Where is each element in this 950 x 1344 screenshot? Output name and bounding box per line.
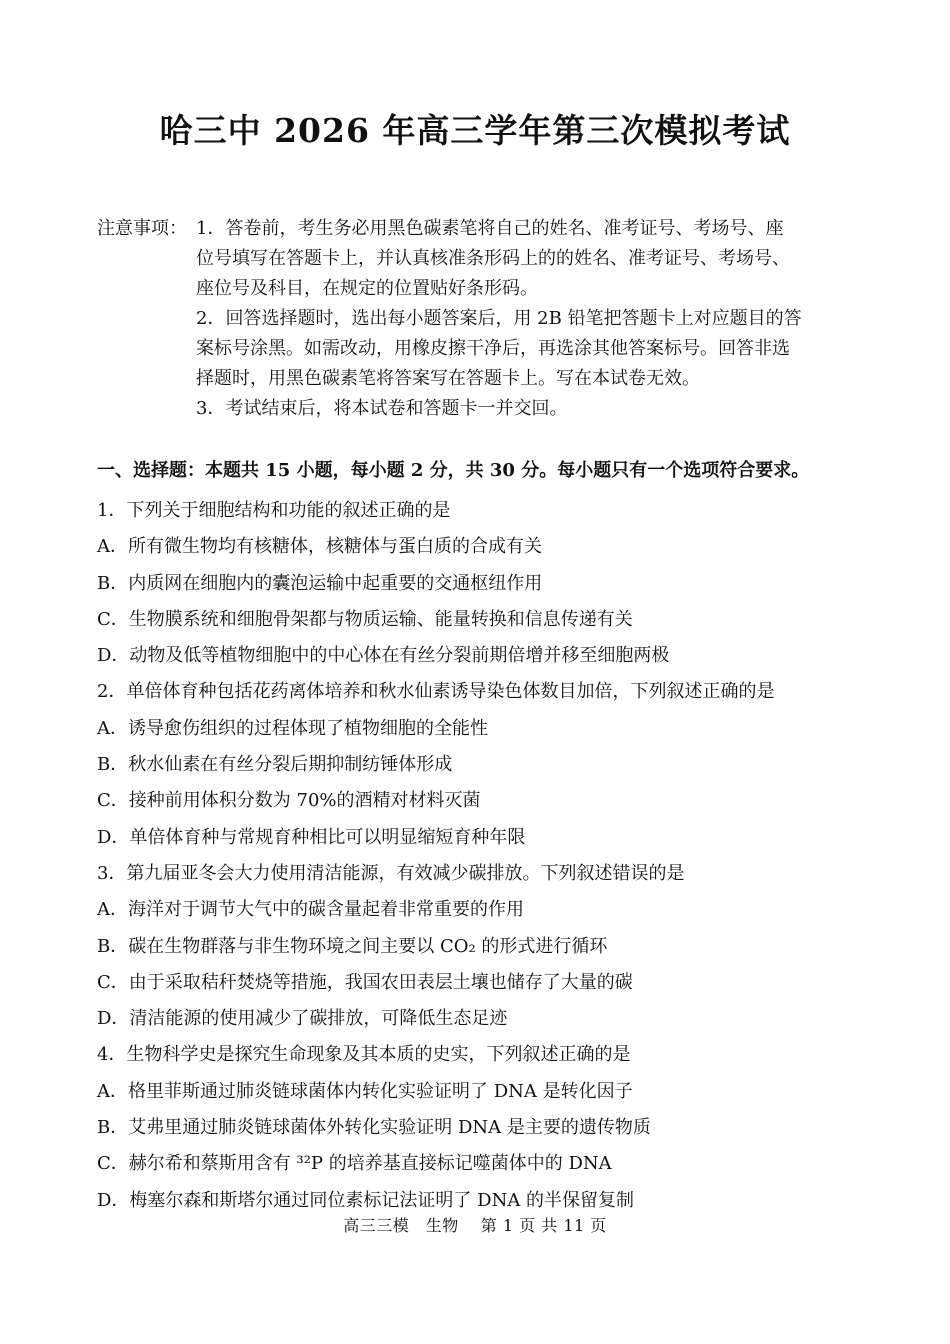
notice-line: 2．回答选择题时，选出每小题答案后，用 2B 铅笔把答题卡上对应题目的答 bbox=[196, 308, 802, 329]
option-line: A．格里菲斯通过肺炎链球菌体内转化实验证明了 DNA 是转化因子 bbox=[97, 1080, 633, 1102]
notice-label: 注意事项： bbox=[97, 218, 187, 239]
option-line: B．秋水仙素在有丝分裂后期抑制纺锤体形成 bbox=[97, 754, 453, 776]
question-stem: 1．下列关于细胞结构和功能的叙述正确的是 bbox=[97, 500, 451, 521]
notice-item bbox=[196, 304, 856, 394]
option-line: A．所有微生物均有核糖体，核糖体与蛋白质的合成有关 bbox=[97, 536, 542, 558]
section-header: 一、选择题：本题共 15 小题，每小题 2 分，共 30 分。每小题只有一个选项符合要求。 bbox=[97, 460, 810, 481]
question-stem: 3．第九届亚冬会大力使用清洁能源，有效减少碳排放。下列叙述错误的是 bbox=[97, 862, 685, 884]
notice-line: 案标号涂黑。如需改动，用橡皮擦干净后，再选涂其他答案标号。回答非选 bbox=[196, 338, 790, 359]
notice-line: 座位号及科目，在规定的位置贴好条形码。 bbox=[196, 278, 538, 299]
option-line: C．由于采取秸秆焚烧等措施，我国农田表层土壤也储存了大量的碳 bbox=[97, 971, 633, 993]
option-line: D．清洁能源的使用减少了碳排放，可降低生态足迹 bbox=[97, 1008, 508, 1030]
notice-line: 位号填写在答题卡上，并认真核准条形码上的的姓名、准考证号、考场号、 bbox=[196, 248, 790, 269]
option-line: B．艾弗里通过肺炎链球菌体外转化实验证明 DNA 是主要的遗传物质 bbox=[97, 1117, 651, 1139]
notice-line: 1．答卷前，考生务必用黑色碳素笔将自己的姓名、准考证号、考场号、座 bbox=[196, 218, 784, 239]
question-stem: 4．生物科学史是探究生命现象及其本质的史实，下列叙述正确的是 bbox=[97, 1044, 631, 1066]
option-line: A．海洋对于调节大气中的碳含量起着非常重要的作用 bbox=[97, 899, 524, 921]
notice-items bbox=[196, 214, 856, 424]
option-line: C．赫尔希和蔡斯用含有 ³²P 的培养基直接标记噬菌体中的 DNA bbox=[97, 1153, 612, 1175]
option-line: B．内质网在细胞内的囊泡运输中起重要的交通枢纽作用 bbox=[97, 572, 543, 594]
option-line: D．动物及低等植物细胞中的中心体在有丝分裂前期倍增并移至细胞两极 bbox=[97, 645, 670, 667]
exam-title: 哈三中 2026 年高三学年第三次模拟考试 bbox=[159, 111, 791, 150]
questions bbox=[97, 493, 857, 1219]
notice-line: 3．考试结束后，将本试卷和答题卡一并交回。 bbox=[196, 398, 568, 419]
page-footer: 高三三模 生物 第 1 页 共 11 页 bbox=[343, 1216, 607, 1235]
notice-item bbox=[196, 394, 856, 424]
option-line: A．诱导愈伤组织的过程体现了植物细胞的全能性 bbox=[97, 717, 488, 739]
option-line: C．接种前用体积分数为 70%的酒精对材料灭菌 bbox=[97, 790, 481, 812]
option-line: B．碳在生物群落与非生物环境之间主要以 CO₂ 的形式进行循环 bbox=[97, 935, 608, 957]
option-line: C．生物膜系统和细胞骨架都与物质运输、能量转换和信息传递有关 bbox=[97, 608, 633, 630]
notice-line: 择题时，用黑色碳素笔将答案写在答题卡上。写在本试卷无效。 bbox=[196, 368, 700, 389]
option-line: D．梅塞尔森和斯塔尔通过同位素标记法证明了 DNA 的半保留复制 bbox=[97, 1189, 635, 1211]
notice-item bbox=[196, 214, 856, 304]
option-line: D．单倍体育种与常规育种相比可以明显缩短育种年限 bbox=[97, 826, 526, 848]
question-stem: 2．单倍体育种包括花药离体培养和秋水仙素诱导染色体数目加倍，下列叙述正确的是 bbox=[97, 681, 775, 703]
